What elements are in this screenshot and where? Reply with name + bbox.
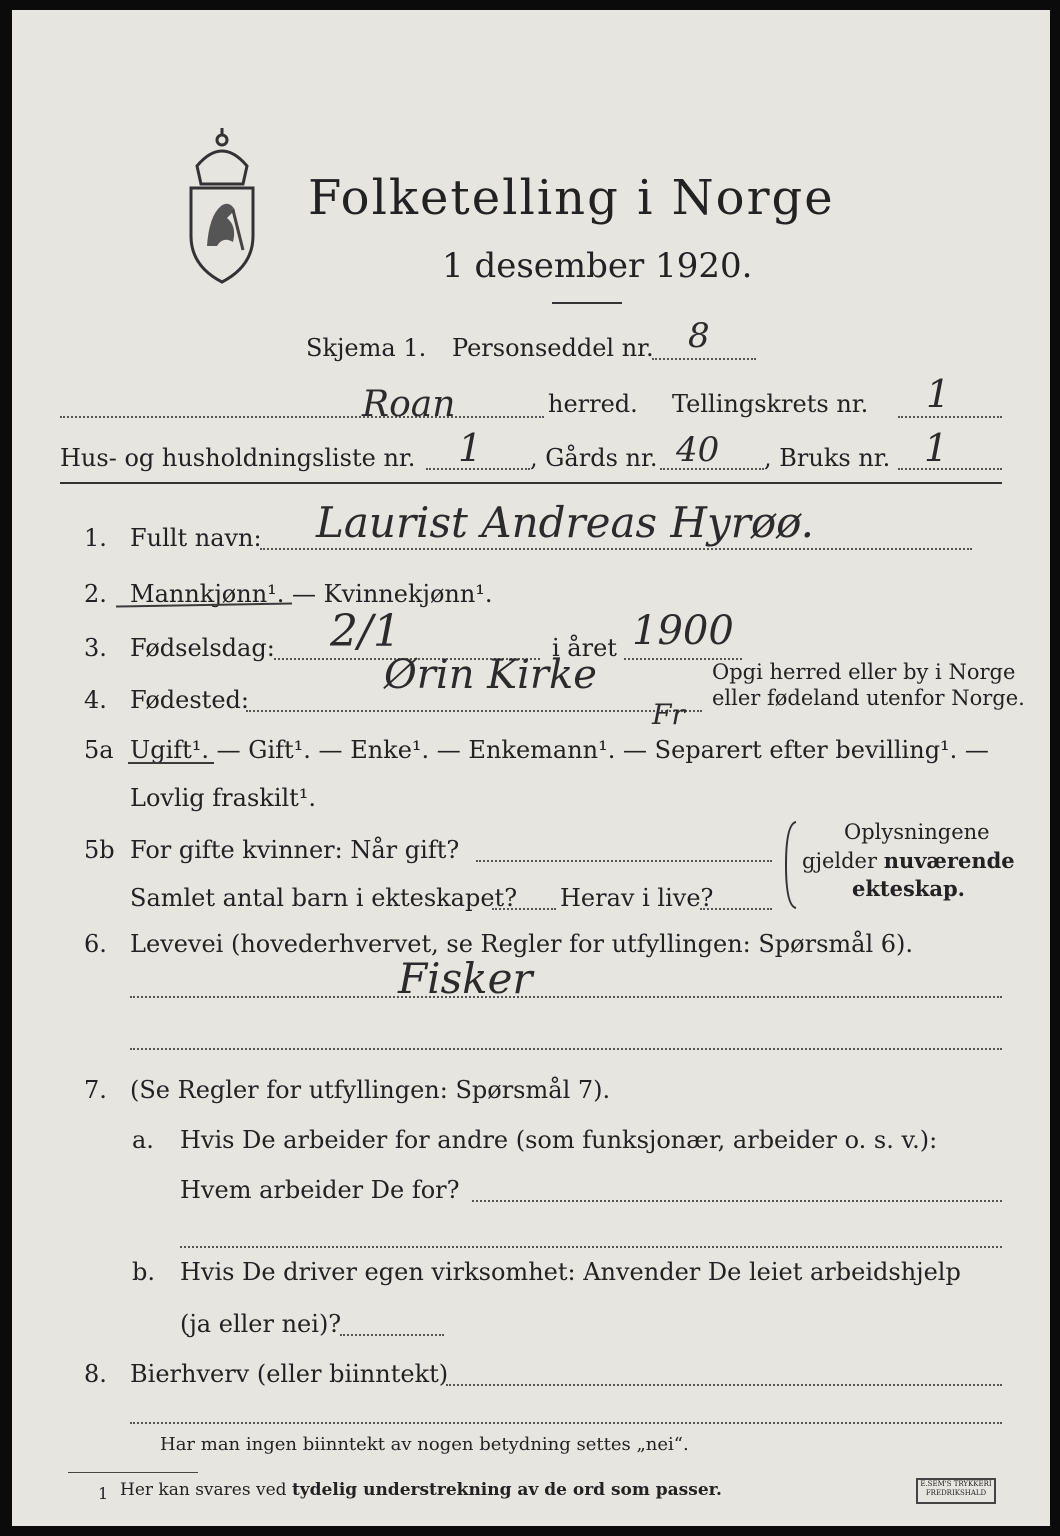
q6-number: 6. [84,930,107,958]
skjema-label: Skjema 1. [306,334,427,362]
q5a-number: 5a [84,736,114,764]
q5b-note-gjelder: gjelder [802,849,884,873]
husliste-value: 1 [458,426,483,470]
marital-status-options[interactable] [130,736,989,764]
printer-city: FREDRIKSHALD [925,1489,987,1497]
q1-label: Fullt navn: [130,524,262,552]
lovlig-fraskilt-option: Lovlig fraskilt¹. [130,784,317,812]
side-income-field-2[interactable] [130,1422,1002,1424]
birthplace-value: Ørin Kirke [384,652,597,698]
footnote-text-a: Her kan svares ved [120,1480,292,1500]
children-alive-field[interactable] [700,908,772,910]
q8-number: 8. [84,1360,107,1388]
husliste-label: Hus- og husholdningsliste nr. [60,444,416,472]
q1-number: 1. [84,524,107,552]
occupation-field[interactable] [130,996,1002,998]
children-total-label: Samlet antal barn i ekteskapet? [130,884,518,912]
q5b-note-line2 [802,848,1015,873]
birth-year-value: 1900 [632,608,734,654]
birthplace-note-value: Fr [652,698,685,731]
footnote-number: 1 [98,1484,109,1503]
printer-stamp [916,1478,996,1504]
q5b-note-current: nuværende [883,848,1015,873]
children-alive-label: Herav i live? [560,884,714,912]
bruks-field[interactable] [898,468,1002,470]
q5b-note-line3: ekteskap. [852,876,965,901]
census-date: 1 desember 1920. [442,246,753,286]
employer-field-2[interactable] [180,1246,1002,1248]
q7b-answer-label: (ja eller nei)? [180,1310,342,1338]
q4-label: Fødested: [130,686,249,714]
full-name-value: Laurist Andreas Hyrøø. [316,498,815,547]
bruks-label: , Bruks nr. [764,444,891,472]
tellingskrets-field[interactable] [898,416,1002,418]
tellingskrets-value: 1 [926,372,951,416]
female-option-label: Kvinnekjønn¹. [323,580,493,608]
side-income-field[interactable] [446,1384,1002,1386]
full-name-field[interactable] [260,548,972,550]
gards-value: 40 [676,430,720,470]
printer-name: E.SEM'S TRYKKERI [920,1480,992,1488]
personseddel-field[interactable] [652,358,756,360]
q7-label: (Se Regler for utfyllingen: Spørsmål 7). [130,1076,611,1104]
q6-label: Levevei (hovederhvervet, se Regler for utfyllingen: Spørsmål 6). [130,930,914,958]
occupation-value: Fisker [398,954,533,1003]
q7a-letter: a. [132,1126,154,1154]
ugift-option: Ugift¹. [130,736,210,764]
q4-number: 4. [84,686,107,714]
hired-help-field[interactable] [340,1334,444,1336]
q8-label: Bierhverv (eller biinntekt) [130,1360,449,1388]
coat-of-arms-icon [177,126,267,286]
herred-label: herred. [548,390,638,418]
q7b-letter: b. [132,1258,155,1286]
census-form-page [12,10,1050,1526]
personseddel-label: Personseddel nr. [452,334,654,362]
birthplace-note-line2: eller fødeland utenfor Norge. [712,686,1025,710]
employer-field[interactable] [472,1200,1002,1202]
gards-label: , Gårds nr. [530,444,658,472]
herred-field[interactable] [60,416,544,418]
herred-value: Roan [362,384,456,425]
other-marital-options: — Gift¹. — Enke¹. — Enkemann¹. — Separert efter bevilling¹. — [209,736,989,764]
personseddel-value: 8 [688,316,710,356]
q7a-question: Hvis De arbeider for andre (som funksjonær, arbeider o. s. v.): [180,1126,938,1154]
title-divider [552,302,622,304]
birthplace-note-line1: Opgi herred eller by i Norge [712,660,1016,684]
q7b-question: Hvis De driver egen virksomhet: Anvender De leiet arbeidshjelp [180,1258,961,1286]
form-title: Folketelling i Norge [308,170,835,226]
q3-number: 3. [84,634,107,662]
male-option-label: Mannkjønn¹. [130,580,285,608]
bruks-value: 1 [924,426,949,470]
q7a-employer-label: Hvem arbeider De for? [180,1176,460,1204]
footer-note: Har man ingen biinntekt av nogen betydning settes „nei“. [160,1434,689,1455]
footnote-text-b: tydelig understrekning av de ord som passer. [291,1480,722,1500]
birthday-value: 2/1 [330,606,401,657]
birthplace-field[interactable] [246,710,702,712]
children-total-field[interactable] [492,908,556,910]
q5b-number: 5b [84,836,115,864]
year-label: i året [552,634,617,662]
footnote-text [120,1480,722,1500]
gender-separator: — [284,580,324,608]
ugift-underline-mark [128,762,214,764]
q5b-note-line1: Oplysningene [844,820,990,844]
footnote-divider [68,1472,198,1473]
tellingskrets-label: Tellingskrets nr. [672,390,869,418]
header-divider [60,482,1002,484]
occupation-field-2[interactable] [130,1048,1002,1050]
q7-number: 7. [84,1076,107,1104]
married-when-field[interactable] [476,860,772,862]
bracket-icon [782,820,798,910]
married-when-label: For gifte kvinner: Når gift? [130,836,460,864]
q3-label: Fødselsdag: [130,634,275,662]
q2-number: 2. [84,580,107,608]
